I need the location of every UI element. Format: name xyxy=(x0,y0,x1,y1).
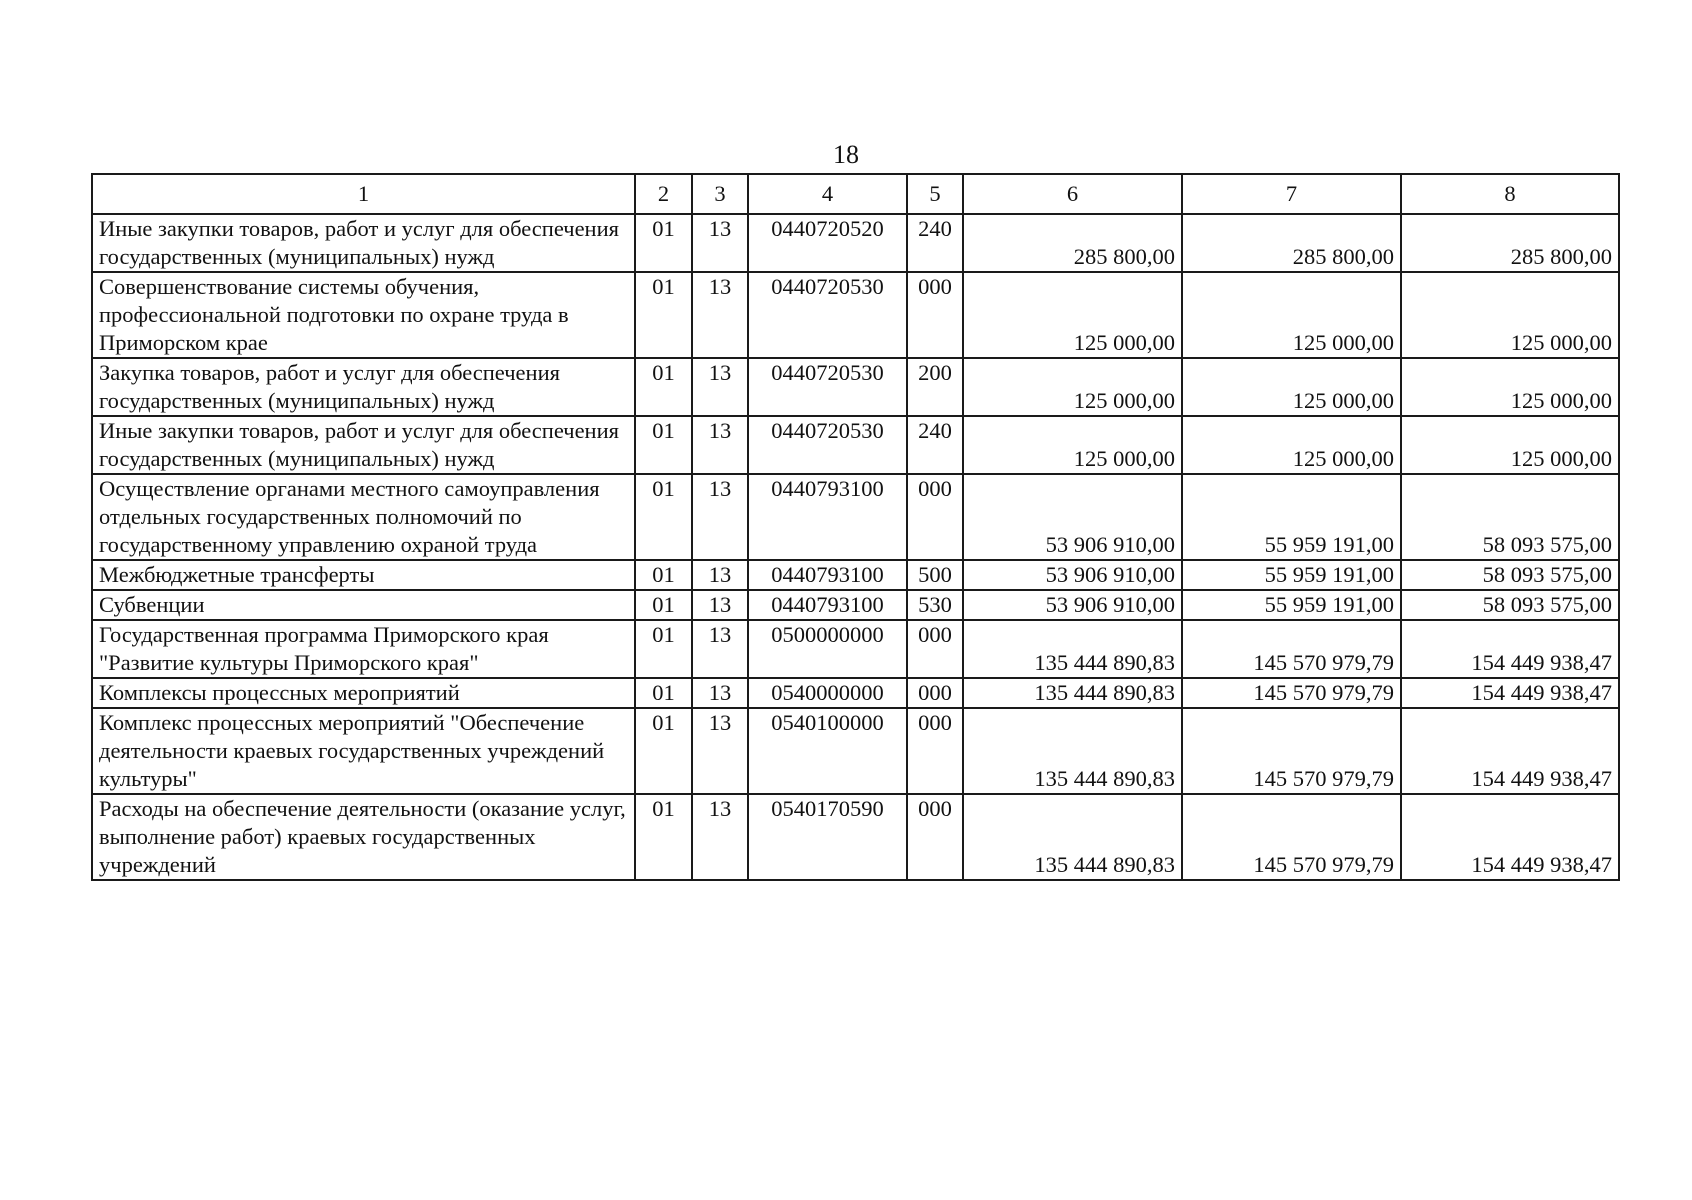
target-code: 0440720530 xyxy=(748,272,907,358)
amount-col-7: 55 959 191,00 xyxy=(1182,560,1401,590)
table-row xyxy=(92,794,1619,880)
section-code: 01 xyxy=(635,560,692,590)
amount-col-8: 58 093 575,00 xyxy=(1401,590,1619,620)
amount-col-7: 125 000,00 xyxy=(1182,358,1401,416)
subsection-code: 13 xyxy=(692,474,748,560)
amount-col-8: 154 449 938,47 xyxy=(1401,708,1619,794)
amount-col-7: 55 959 191,00 xyxy=(1182,590,1401,620)
table-row xyxy=(92,474,1619,560)
expense-type-code: 000 xyxy=(907,620,963,678)
expense-type-code: 530 xyxy=(907,590,963,620)
section-code: 01 xyxy=(635,272,692,358)
expense-type-code: 000 xyxy=(907,272,963,358)
amount-col-8: 154 449 938,47 xyxy=(1401,620,1619,678)
header-cell: 3 xyxy=(692,174,748,214)
header-cell: 5 xyxy=(907,174,963,214)
amount-col-7: 285 800,00 xyxy=(1182,214,1401,272)
section-code: 01 xyxy=(635,474,692,560)
row-name: Иные закупки товаров, работ и услуг для обеспечения государственных (муниципальных) нужд xyxy=(92,214,635,272)
amount-col-6: 135 444 890,83 xyxy=(963,708,1182,794)
page-number: 18 xyxy=(833,140,859,169)
expense-type-code: 200 xyxy=(907,358,963,416)
table-row xyxy=(92,708,1619,794)
table-row xyxy=(92,416,1619,474)
header-row xyxy=(92,174,1619,214)
amount-col-8: 125 000,00 xyxy=(1401,272,1619,358)
header-cell: 2 xyxy=(635,174,692,214)
target-code: 0440793100 xyxy=(748,560,907,590)
row-name: Закупка товаров, работ и услуг для обеспечения государственных (муниципальных) нужд xyxy=(92,358,635,416)
subsection-code: 13 xyxy=(692,708,748,794)
amount-col-6: 125 000,00 xyxy=(963,358,1182,416)
target-code: 0440793100 xyxy=(748,590,907,620)
amount-col-8: 285 800,00 xyxy=(1401,214,1619,272)
expense-type-code: 000 xyxy=(907,474,963,560)
amount-col-6: 53 906 910,00 xyxy=(963,560,1182,590)
subsection-code: 13 xyxy=(692,620,748,678)
amount-col-8: 58 093 575,00 xyxy=(1401,474,1619,560)
header-cell: 6 xyxy=(963,174,1182,214)
amount-col-6: 135 444 890,83 xyxy=(963,794,1182,880)
subsection-code: 13 xyxy=(692,560,748,590)
expense-type-code: 240 xyxy=(907,214,963,272)
amount-col-6: 125 000,00 xyxy=(963,272,1182,358)
section-code: 01 xyxy=(635,708,692,794)
amount-col-8: 125 000,00 xyxy=(1401,416,1619,474)
expense-type-code: 240 xyxy=(907,416,963,474)
target-code: 0440720520 xyxy=(748,214,907,272)
target-code: 0440720530 xyxy=(748,416,907,474)
section-code: 01 xyxy=(635,214,692,272)
target-code: 0540170590 xyxy=(748,794,907,880)
table-body xyxy=(92,214,1619,880)
amount-col-6: 53 906 910,00 xyxy=(963,474,1182,560)
subsection-code: 13 xyxy=(692,794,748,880)
table-row xyxy=(92,272,1619,358)
amount-col-7: 145 570 979,79 xyxy=(1182,794,1401,880)
row-name: Государственная программа Приморского края "Развитие культуры Приморского края" xyxy=(92,620,635,678)
budget-table xyxy=(91,173,1620,881)
section-code: 01 xyxy=(635,590,692,620)
table-row xyxy=(92,358,1619,416)
target-code: 0440720530 xyxy=(748,358,907,416)
section-code: 01 xyxy=(635,794,692,880)
subsection-code: 13 xyxy=(692,590,748,620)
amount-col-6: 53 906 910,00 xyxy=(963,590,1182,620)
expense-type-code: 000 xyxy=(907,678,963,708)
row-name: Иные закупки товаров, работ и услуг для обеспечения государственных (муниципальных) нужд xyxy=(92,416,635,474)
amount-col-8: 154 449 938,47 xyxy=(1401,678,1619,708)
table-row xyxy=(92,678,1619,708)
amount-col-7: 125 000,00 xyxy=(1182,416,1401,474)
amount-col-6: 125 000,00 xyxy=(963,416,1182,474)
amount-col-8: 58 093 575,00 xyxy=(1401,560,1619,590)
table-row xyxy=(92,560,1619,590)
section-code: 01 xyxy=(635,416,692,474)
row-name: Комплексы процессных мероприятий xyxy=(92,678,635,708)
subsection-code: 13 xyxy=(692,678,748,708)
target-code: 0540100000 xyxy=(748,708,907,794)
expense-type-code: 000 xyxy=(907,708,963,794)
target-code: 0500000000 xyxy=(748,620,907,678)
amount-col-6: 285 800,00 xyxy=(963,214,1182,272)
section-code: 01 xyxy=(635,620,692,678)
subsection-code: 13 xyxy=(692,214,748,272)
amount-col-7: 145 570 979,79 xyxy=(1182,678,1401,708)
row-name: Совершенствование системы обучения, профессиональной подготовки по охране труда в Приморском крае xyxy=(92,272,635,358)
amount-col-7: 125 000,00 xyxy=(1182,272,1401,358)
table-row xyxy=(92,590,1619,620)
header-cell: 7 xyxy=(1182,174,1401,214)
amount-col-8: 125 000,00 xyxy=(1401,358,1619,416)
table-row xyxy=(92,214,1619,272)
table-row xyxy=(92,620,1619,678)
amount-col-6: 135 444 890,83 xyxy=(963,678,1182,708)
subsection-code: 13 xyxy=(692,358,748,416)
amount-col-7: 55 959 191,00 xyxy=(1182,474,1401,560)
row-name: Комплекс процессных мероприятий "Обеспечение деятельности краевых государственных учреждений культуры" xyxy=(92,708,635,794)
amount-col-6: 135 444 890,83 xyxy=(963,620,1182,678)
target-code: 0440793100 xyxy=(748,474,907,560)
subsection-code: 13 xyxy=(692,416,748,474)
expense-type-code: 500 xyxy=(907,560,963,590)
section-code: 01 xyxy=(635,678,692,708)
amount-col-7: 145 570 979,79 xyxy=(1182,708,1401,794)
row-name: Осуществление органами местного самоуправления отдельных государственных полномочий по государственному управлению охраной труда xyxy=(92,474,635,560)
row-name: Расходы на обеспечение деятельности (оказание услуг, выполнение работ) краевых государственных учреждений xyxy=(92,794,635,880)
header-cell: 1 xyxy=(92,174,635,214)
row-name: Межбюджетные трансферты xyxy=(92,560,635,590)
target-code: 0540000000 xyxy=(748,678,907,708)
amount-col-8: 154 449 938,47 xyxy=(1401,794,1619,880)
subsection-code: 13 xyxy=(692,272,748,358)
header-cell: 8 xyxy=(1401,174,1619,214)
section-code: 01 xyxy=(635,358,692,416)
row-name: Субвенции xyxy=(92,590,635,620)
amount-col-7: 145 570 979,79 xyxy=(1182,620,1401,678)
header-cell: 4 xyxy=(748,174,907,214)
expense-type-code: 000 xyxy=(907,794,963,880)
